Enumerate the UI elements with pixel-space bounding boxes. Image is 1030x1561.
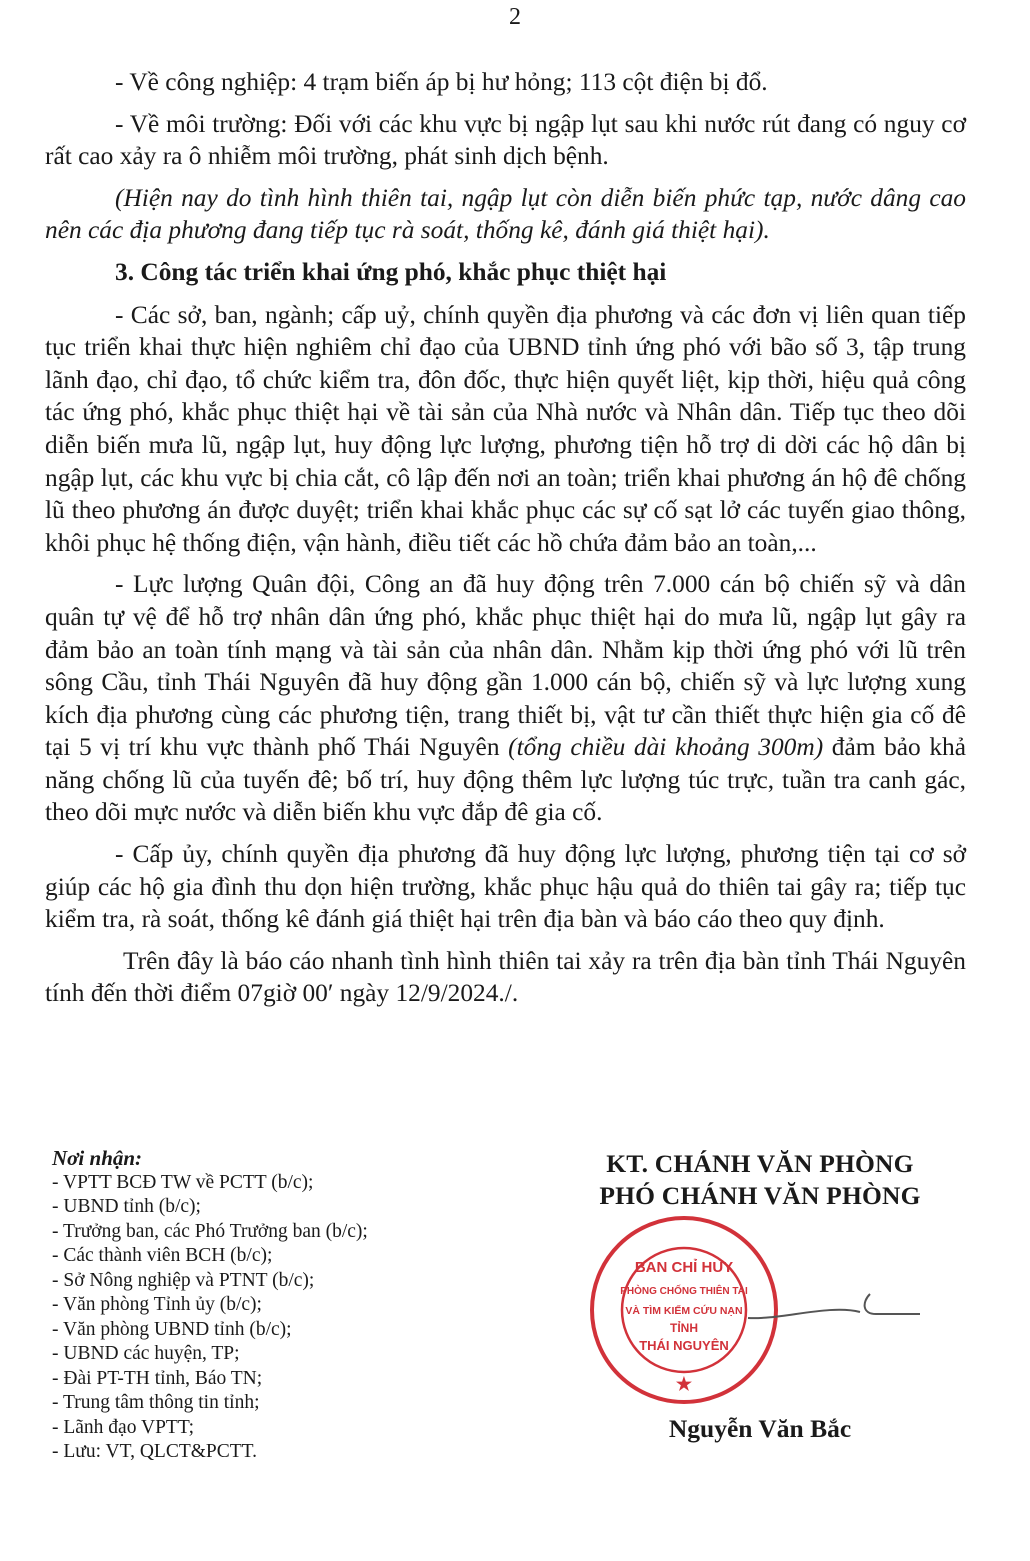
paragraph-response-1: - Các sở, ban, ngành; cấp uỷ, chính quyền địa phương và các đơn vị liên quan tiếp tục triển khai thực hiện nghiêm chỉ đạo của UBND tỉnh ứng phó với bão số 3, tập trung lãnh đạo, chỉ đạo, tổ chức kiểm tra, đôn đốc, thực hiện quyết liệt, kịp thời, hiệu quả công tác ứng phó, khắc phục thiệt hại về tài sản của Nhà nước và Nhân dân. Tiếp tục theo dõi diễn biến mưa lũ, ngập lụt, huy động lực lượng, phương tiện hỗ trợ di dời các hộ dân bị ngập lụt, các khu vực bị chia cắt, cô lập đến nơi an toàn; triển khai phương án hộ đê chống lũ theo phương án được duyệt; triển khai khắc phục các sự cố sạt lở các tuyến giao thông, khôi phục hệ thống điện, vận hành, điều tiết các hồ chứa đảm bảo an toàn,... (45, 300, 966, 557)
official-seal-icon (580, 1214, 940, 1412)
paragraph-response-2 (45, 568, 966, 829)
recipient-item: - Trung tâm thông tin tỉnh; (52, 1392, 260, 1413)
recipient-item: - UBND các huyện, TP; (52, 1343, 240, 1364)
recipients-title: Nơi nhận: (52, 1146, 143, 1170)
recipient-item: - VPTT BCĐ TW về PCTT (b/c); (52, 1171, 314, 1193)
recipient-item: - Văn phòng Tỉnh ủy (b/c); (52, 1294, 262, 1315)
seal-center-line3: VÀ TÌM KIẾM CỨU NẠN (625, 1305, 743, 1317)
paragraph-response-2-italic: (tổng chiều dài khoảng 300m) (508, 733, 824, 762)
recipients-list (52, 1171, 522, 1465)
signature-title-line2: PHÓ CHÁNH VĂN PHÒNG (599, 1181, 921, 1210)
signature-title-line1: KT. CHÁNH VĂN PHÒNG (606, 1149, 914, 1178)
section-heading: 3. Công tác triển khai ứng phó, khắc phục thiệt hại (115, 257, 667, 286)
recipient-item: - Lãnh đạo VPTT; (52, 1416, 195, 1438)
recipient-item: - Văn phòng UBND tỉnh (b/c); (52, 1318, 292, 1340)
paragraph-note: (Hiện nay do tình hình thiên tai, ngập lụt còn diễn biến phức tạp, nước dâng cao nên các địa phương đang tiếp tục rà soát, thống kê, đánh giá thiệt hại). (45, 183, 966, 245)
recipient-item: - Các thành viên BCH (b/c); (52, 1245, 273, 1266)
recipients-block (52, 1146, 522, 1465)
seal-area (560, 1212, 960, 1410)
seal-center-line2: PHÒNG CHỐNG THIÊN TAI (620, 1286, 748, 1297)
seal-center-line4: TỈNH (670, 1321, 698, 1335)
paragraph-environment: - Về môi trường: Đối với các khu vực bị ngập lụt sau khi nước rút đang có nguy cơ rất cao xảy ra ô nhiễm môi trường, phát sinh dịch bệnh. (45, 109, 966, 171)
signature-flourish-icon (865, 1294, 920, 1314)
document-body (45, 66, 966, 1019)
signature-stroke-icon (748, 1310, 860, 1318)
recipient-item: - Sở Nông nghiệp và PTNT (b/c); (52, 1269, 315, 1291)
signer-name: Nguyễn Văn Bắc (668, 1414, 852, 1443)
seal-center-line1: BAN CHỈ HUY (634, 1259, 734, 1276)
recipient-item: - UBND tỉnh (b/c); (52, 1196, 201, 1217)
recipient-item: - Lưu: VT, QLCT&PCTT. (52, 1441, 258, 1462)
signature-block (560, 1148, 960, 1444)
paragraph-closing: Trên đây là báo cáo nhanh tình hình thiên tai xảy ra trên địa bàn tỉnh Thái Nguyên tính đến thời điểm 07giờ 00′ ngày 12/9/2024./. (45, 946, 966, 1008)
paragraph-response-3: - Cấp ủy, chính quyền địa phương đã huy động lực lượng, phương tiện tại cơ sở giúp các hộ gia đình thu dọn hiện trường, khắc phục hậu quả do thiên tai gây ra; tiếp tục kiểm tra, rà soát, thống kê đánh giá thiệt hại trên địa bàn và báo cáo theo quy định. (45, 840, 966, 934)
paragraph-response-2-text-b: đảm bảo khả năng chống lũ của tuyến đê; bố trí, huy động thêm lực lượng túc trực, tuần tra canh gác, theo dõi mực nước và diễn biến khu vực đắp đê gia cố. (45, 733, 966, 827)
recipient-item: - Đài PT-TH tỉnh, Báo TN; (52, 1367, 263, 1389)
paragraph-industry: - Về công nghiệp: 4 trạm biến áp bị hư hỏng; 113 cột điện bị đổ. (115, 68, 768, 96)
seal-star-icon: ★ (675, 1374, 693, 1394)
seal-center-line5: THÁI NGUYÊN (639, 1338, 729, 1353)
recipient-item: - Trưởng ban, các Phó Trưởng ban (b/c); (52, 1220, 368, 1242)
paragraph-response-2-text-a: - Lực lượng Quân đội, Công an đã huy động trên 7.000 cán bộ chiến sỹ và dân quân tự vệ để hỗ trợ nhân dân ứng phó, khắc phục thiệt hại do mưa lũ, ngập lụt gây ra đảm bảo an toàn tính mạng và tài sản của nhân dân. Nhằm kịp thời ứng phó với lũ trên sông Cầu, tỉnh Thái Nguyên đã huy động gần 1.000 cán bộ, chiến sỹ và lực lượng xung kích địa phương cùng các phương tiện, trang thiết bị, vật tư cần thiết thực hiện gia cố đê tại 5 vị trí khu vực thành phố Thái Nguyên (45, 570, 966, 762)
page-number: 2 (509, 4, 521, 30)
